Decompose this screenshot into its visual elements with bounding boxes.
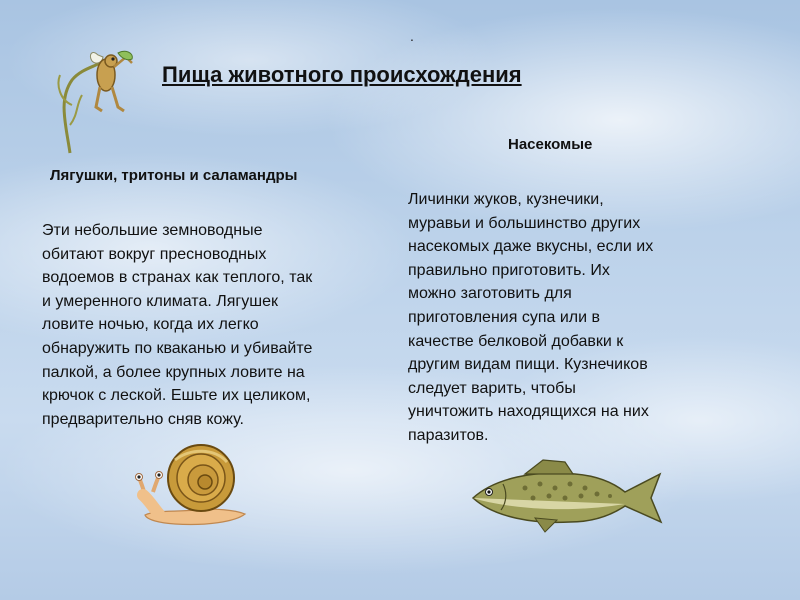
snail-image: [135, 440, 250, 530]
right-heading: Насекомые: [508, 136, 593, 153]
left-paragraph: Эти небольшие земноводные обитают вокруг пресноводных водоемов в странах как теплого, так и умеренного климата. Лягушек ловите ночью, когда их легко обнаружить по кваканью и убивайте палкой, а более крупных ловите на крючок с леской. Ешьте их целиком, предварительно сняв кожу.: [42, 222, 313, 428]
left-heading: Лягушки, тритоны и саламандры: [50, 167, 298, 184]
right-paragraph: Личинки жуков, кузнечики, муравьи и большинство других насекомых даже вкусны, если их правильно приготовить. Их можно заготовить для приготовления супа или в качестве белковой добавки к другим видам пищи. Кузнечиков следует варить, чтобы уничтожить находящихся на них паразитов.: [408, 191, 654, 444]
frog-on-plant-image: [48, 45, 143, 155]
page-title: Пища животного происхождения: [162, 62, 522, 87]
slide-dot: .: [410, 28, 414, 44]
fish-image: [465, 458, 665, 538]
